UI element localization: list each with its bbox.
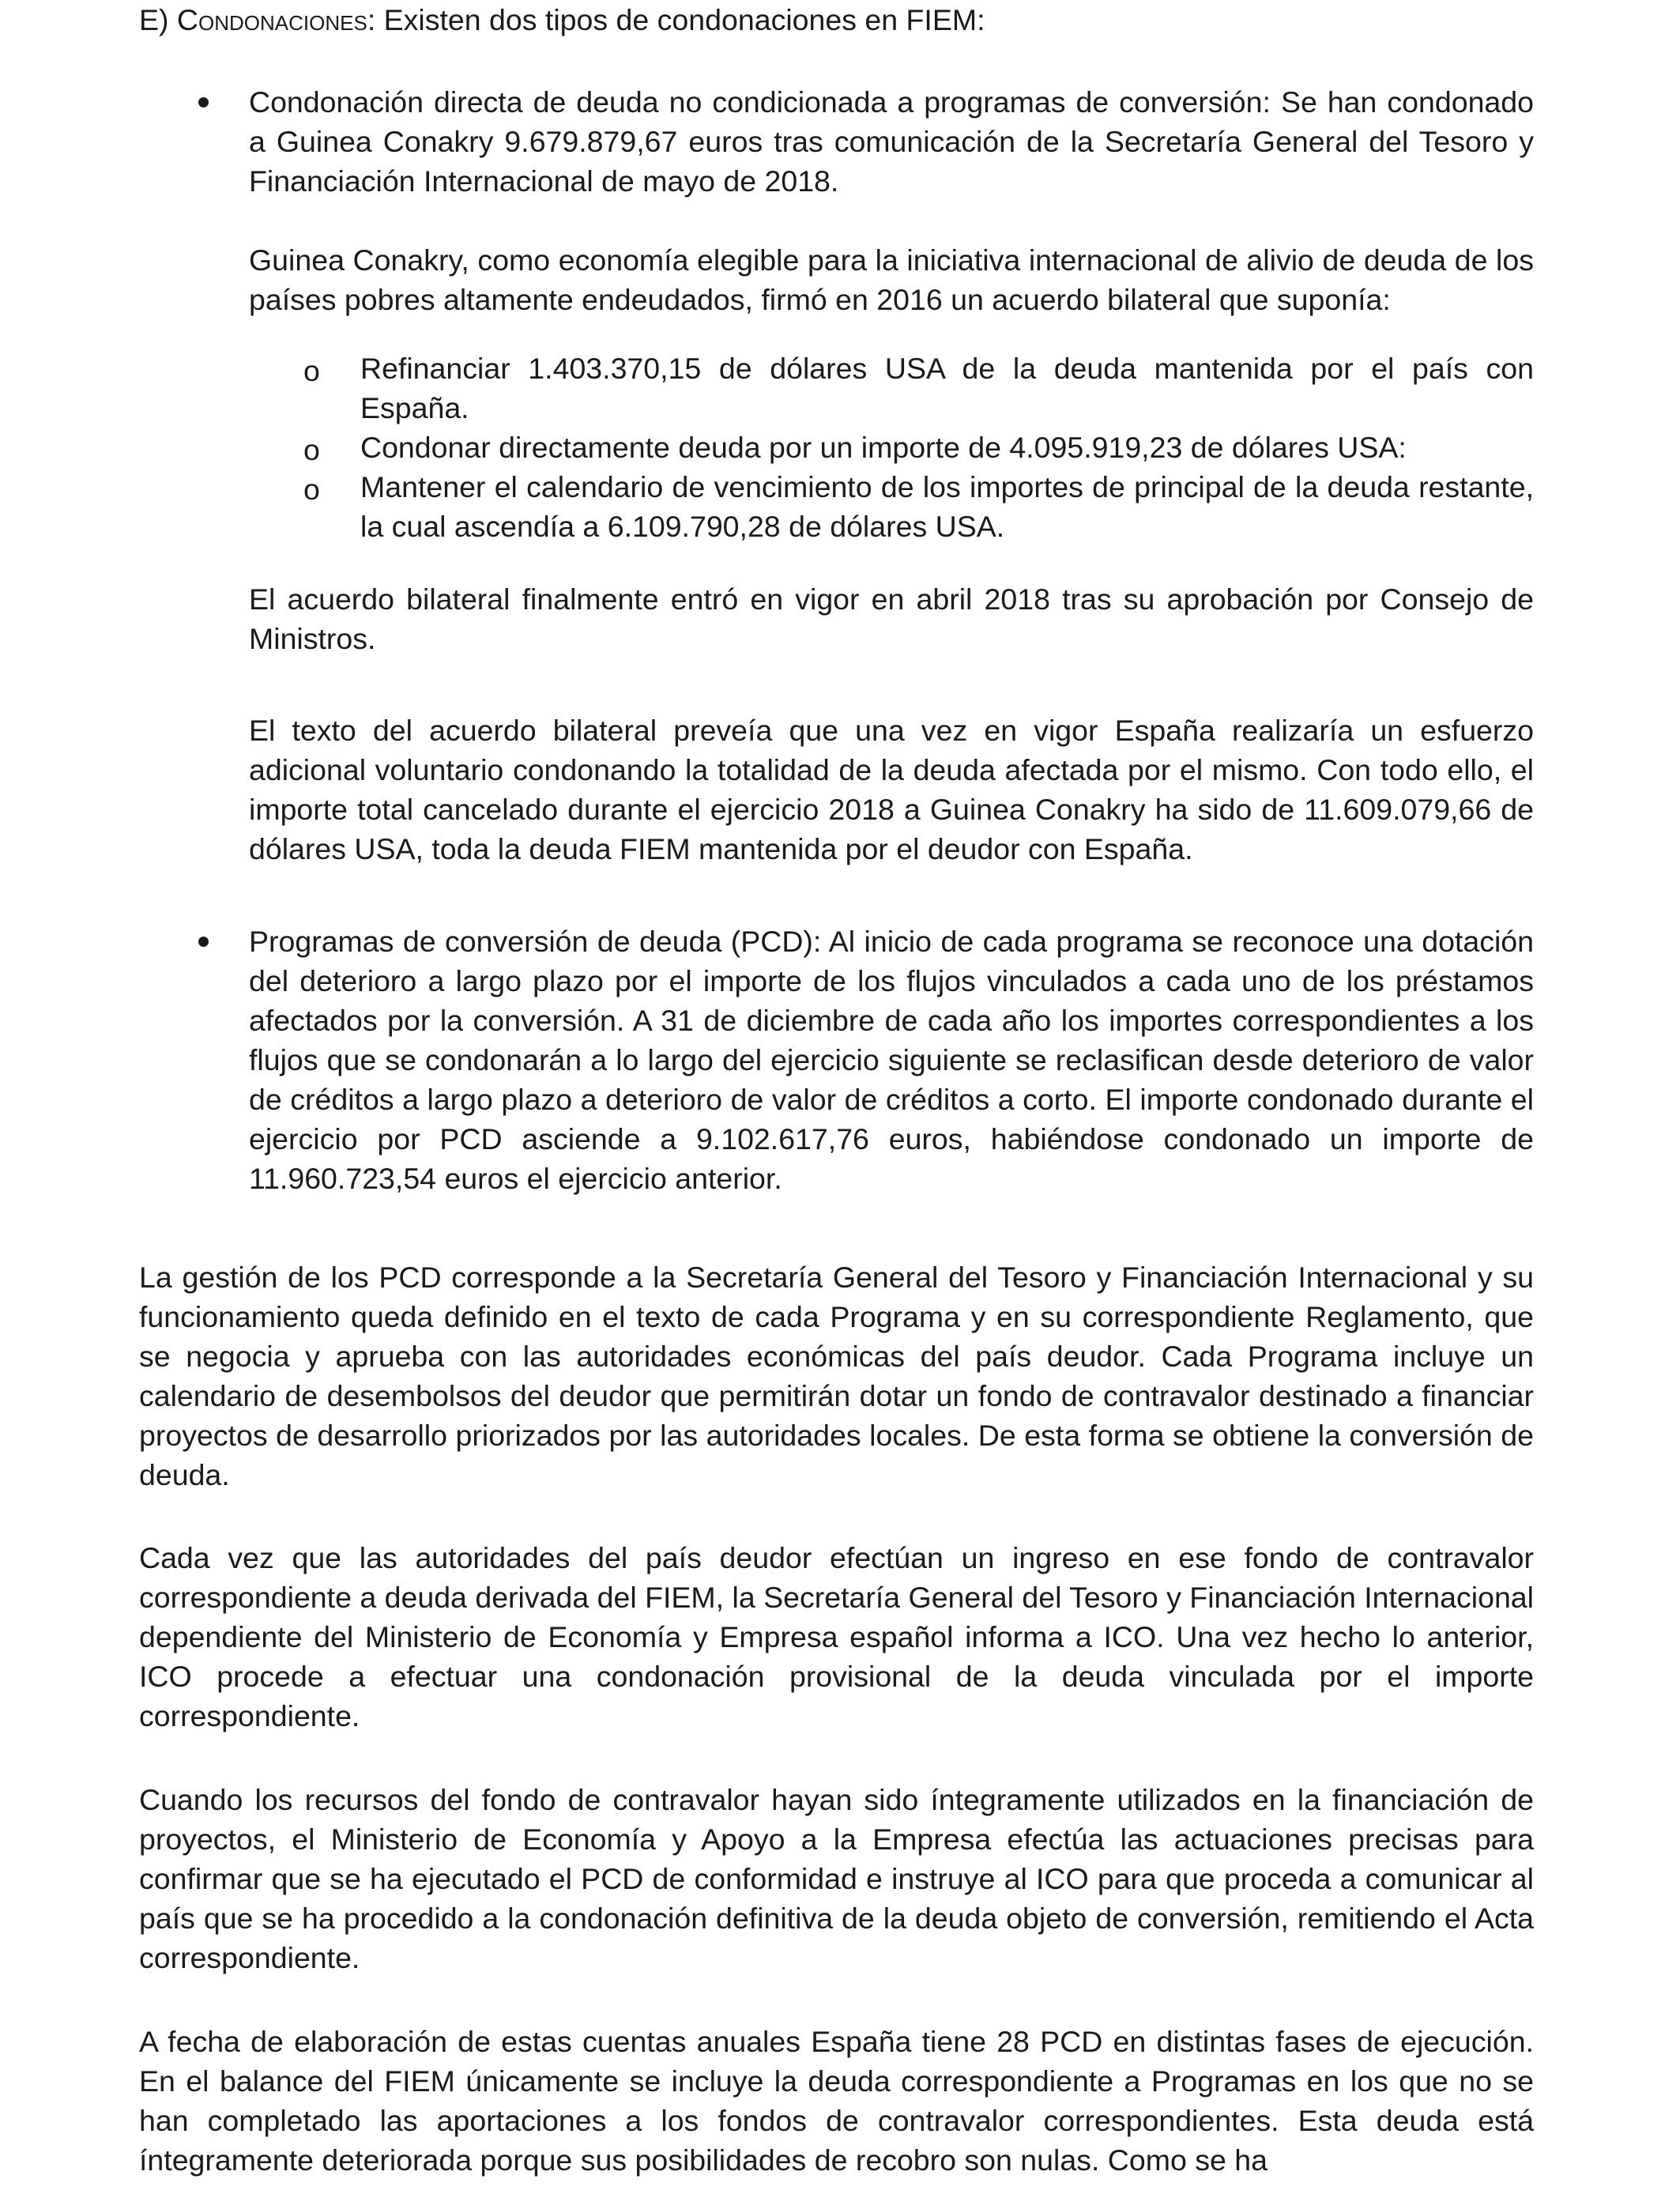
sub-bullet-marker: o (303, 433, 320, 466)
body-paragraph: La gestión de los PCD corresponde a la Secretaría General del Tesoro y Financiación Internacional y su funcionamiento queda definido en el texto de cada Programa y en su correspondiente Reglamento, que se negocia y aprueba con las autoridades económicas del país deudor. Cada Programa incluye un calendario de desembolsos del deudor que permitirán dotar un fondo de contravalor destinado a financiar proyectos de desarrollo priorizados por las autoridades locales. De esta forma se obtiene la conversión de deuda. (139, 1261, 1534, 1491)
section-intro: : Existen dos tipos de condonaciones en FIEM: (367, 3, 985, 36)
body-paragraph: A fecha de elaboración de estas cuentas anuales España tiene 28 PCD en distintas fases de ejecución. En el balance del FIEM únicamente se incluye la deuda correspondiente a Programas en los que no se han completado las aportaciones a los fondos de contravalor correspondientes. Esta deuda está íntegramente deteriorada porque sus posibilidades de recobro son nulas. Como se ha (139, 2025, 1534, 2177)
bullet-icon (198, 937, 209, 947)
section-heading (139, 0, 1546, 40)
sub-item-2: Condonar directamente deuda por un importe de 4.095.919,23 de dólares USA: (360, 431, 1407, 464)
body-paragraph: Cuando los recursos del fondo de contravalor hayan sido íntegramente utilizados en la financiación de proyectos, el Ministerio de Economía y Apoyo a la Empresa efectúa las actuaciones precisas para confirmar que se ha ejecutado el PCD de conformidad e instruye al ICO para que proceda a comunicar al país que se ha procedido a la condonación definitiva de la deuda objeto de conversión, remitiendo el Acta correspondiente. (139, 1783, 1534, 1974)
bullet-icon (198, 97, 209, 107)
sub-bullet-marker: o (303, 473, 320, 506)
bullet-1-paragraph-1: Guinea Conakry, como economía elegible para la iniciativa internacional de alivio de deuda de los países pobres altamente endeudados, firmó en 2016 un acuerdo bilateral que suponía: (249, 243, 1534, 316)
bullet-2-text: Programas de conversión de deuda (PCD): Al inicio de cada programa se reconoce una dotación del deterioro a largo plazo por el importe de los flujos vinculados a cada uno de los préstamos afectados por la conversión. A 31 de diciembre de cada año los importes correspondientes a los flujos que se condonarán a lo largo del ejercicio siguiente se reclasifican desde deterioro de valor de créditos a largo plazo a deterioro de valor de créditos a corto. El importe condonado durante el ejercicio por PCD asciende a 9.102.617,76 euros, habiéndose condonado un importe de 11.960.723,54 euros el ejercicio anterior. (249, 925, 1534, 1195)
sub-item-3: Mantener el calendario de vencimiento de los importes de principal de la deuda restante, la cual ascendía a 6.109.790,28 de dólares USA. (360, 470, 1534, 543)
sub-bullet-marker: o (303, 354, 320, 387)
bullet-1-paragraph-3: El texto del acuerdo bilateral preveía que una vez en vigor España realizaría un esfuerzo adicional voluntario condonando la totalidad de la deuda afectada por el mismo. Con todo ello, el importe total cancelado durante el ejercicio 2018 a Guinea Conakry ha sido de 11.609.079,66 de dólares USA, toda la deuda FIEM mantenida por el deudor con España. (249, 714, 1534, 865)
body-paragraph: Cada vez que las autoridades del país deudor efectúan un ingreso en ese fondo de contravalor correspondiente a deuda derivada del FIEM, la Secretaría General del Tesoro y Financiación Internacional dependiente del Ministerio de Economía y Empresa español informa a ICO. Una vez hecho lo anterior, ICO procede a efectuar una condonación provisional de la deuda vinculada por el importe correspondiente. (139, 1541, 1534, 1732)
bullet-1-text: Condonación directa de deuda no condicionada a programas de conversión: Se han condonado a Guinea Conakry 9.679.879,67 euros tras comunicación de la Secretaría General del Tesoro y Financiación Internacional de mayo de 2018. (249, 85, 1534, 198)
sub-item-1: Refinanciar 1.403.370,15 de dólares USA de la deuda mantenida por el país con España. (360, 352, 1534, 424)
bullet-1-paragraph-2: El acuerdo bilateral finalmente entró en vigor en abril 2018 tras su aprobación por Consejo de Ministros. (249, 582, 1534, 655)
section-title: Condonaciones (176, 3, 367, 36)
section-letter: E) (139, 3, 177, 36)
